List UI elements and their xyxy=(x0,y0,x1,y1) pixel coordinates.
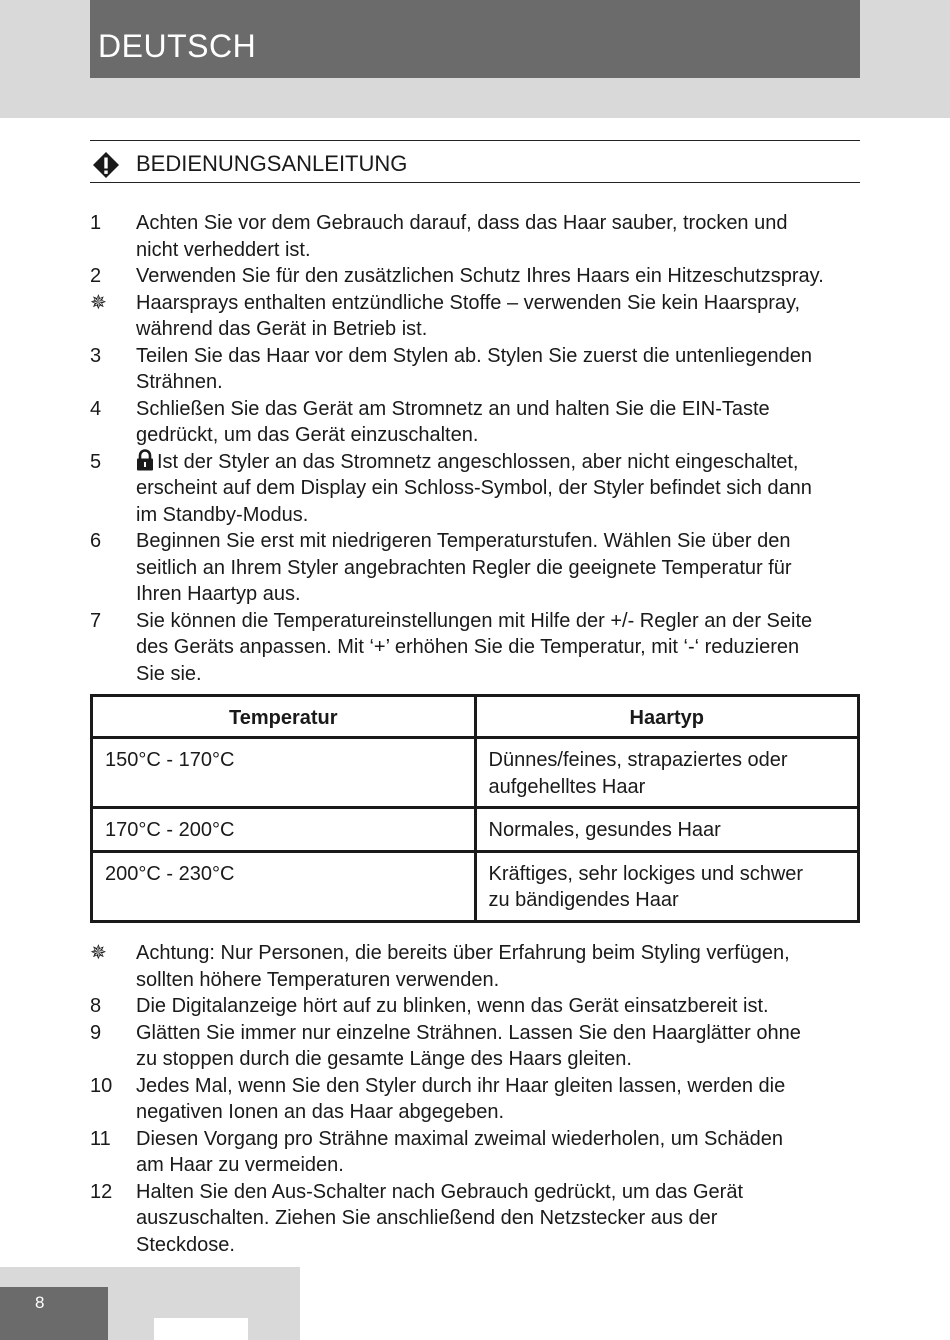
table-row xyxy=(92,808,859,852)
step-number: 1 xyxy=(90,212,102,234)
list-item xyxy=(90,1126,860,1179)
step-number: 5 xyxy=(90,450,102,473)
list-item xyxy=(90,1073,860,1126)
list-item xyxy=(90,1020,860,1073)
lock-icon xyxy=(136,449,154,471)
step-text: Schließen Sie das Gerät am Stromnetz an und halten Sie die EIN-Taste gedrückt, um das Gerät einzuschalten. xyxy=(136,397,770,446)
temperature-table xyxy=(90,694,860,923)
list-item xyxy=(90,1179,860,1259)
table-row xyxy=(92,851,859,921)
step-text: Teilen Sie das Haar vor dem Stylen ab. Stylen Sie zuerst die untenliegenden Strähnen. xyxy=(136,344,812,393)
instruction-list-top xyxy=(90,210,860,687)
table-row xyxy=(92,738,859,808)
step-number: 10 xyxy=(90,1074,113,1097)
step-number: 6 xyxy=(90,530,102,552)
page-number: 8 xyxy=(35,1293,45,1312)
hair-type-cell: Kräftiges, sehr lockiges und schwer zu bändigendes Haar xyxy=(475,851,859,921)
step-text: Jedes Mal, wenn Sie den Styler durch ihr Haar gleiten lassen, werden die negativen Ionen an das Haar abgegeben. xyxy=(136,1074,786,1123)
step-text: Achtung: Nur Personen, die bereits über Erfahrung beim Styling verfügen, sollten höhere Temperaturen verwenden. xyxy=(136,942,790,991)
step-text: Diesen Vorgang pro Strähne maximal zweimal wiederholen, um Schäden am Haar zu vermeiden. xyxy=(136,1127,784,1176)
temperature-cell: 150°C - 170°C xyxy=(92,738,476,808)
list-item xyxy=(90,528,860,608)
temperature-cell: 170°C - 200°C xyxy=(92,808,476,852)
list-item xyxy=(90,940,860,993)
step-text: Halten Sie den Aus-Schalter nach Gebrauch gedrückt, um das Gerät auszuschalten. Ziehen Sie anschließend den Netzstecker aus der Steckdose. xyxy=(136,1180,744,1256)
section-title: BEDIENUNGSANLEITUNG xyxy=(136,151,408,176)
page-number-box xyxy=(0,1287,108,1340)
list-item xyxy=(90,263,860,290)
step-text: Die Digitalanzeige hört auf zu blinken, wenn das Gerät einsatzbereit ist. xyxy=(136,995,769,1017)
step-number: 2 xyxy=(90,265,102,287)
warning-diamond-icon xyxy=(92,151,120,179)
caution-star-icon: ✵ xyxy=(90,942,107,964)
language-title: DEUTSCH xyxy=(98,28,257,64)
list-item xyxy=(90,343,860,396)
language-bar xyxy=(90,0,860,78)
list-item xyxy=(90,449,860,529)
step-text: Ist der Styler an das Stromnetz angeschlossen, aber nicht eingeschaltet, erscheint auf dem Display ein Schloss-Symbol, der Styler befindet sich dann im Standby-Modus. xyxy=(136,450,812,526)
hair-type-cell: Dünnes/feines, strapaziertes oder aufgehelltes Haar xyxy=(475,738,859,808)
step-number: 11 xyxy=(90,1127,111,1150)
step-number: 3 xyxy=(90,344,102,367)
list-item xyxy=(90,290,860,343)
table-header-row xyxy=(92,696,859,738)
step-number: 12 xyxy=(90,1180,113,1203)
section-header xyxy=(90,140,860,183)
step-text: Haarsprays enthalten entzündliche Stoffe – verwenden Sie kein Haarspray, während das Gerät in Betrieb ist. xyxy=(136,291,801,340)
hair-type-cell: Normales, gesundes Haar xyxy=(475,808,859,852)
step-text: Beginnen Sie erst mit niedrigeren Temperaturstufen. Wählen Sie über den seitlich an Ihrem Styler angebrachten Regler die geeignete Temperatur für Ihren Haartyp aus. xyxy=(136,530,792,605)
list-item xyxy=(90,608,860,688)
list-item xyxy=(90,396,860,449)
step-text: Glätten Sie immer nur einzelne Strähnen. Lassen Sie den Haarglätter ohne zu stoppen durch die gesamte Länge des Haars gleiten. xyxy=(136,1021,801,1070)
step-number: 7 xyxy=(90,609,102,632)
step-text: Verwenden Sie für den zusätzlichen Schutz Ihres Haars ein Hitzeschutzspray. xyxy=(136,265,824,287)
step-text: Achten Sie vor dem Gebrauch darauf, dass das Haar sauber, trocken und nicht verheddert ist. xyxy=(136,212,788,261)
column-header-temperature: Temperatur xyxy=(92,696,476,738)
step-number: 4 xyxy=(90,397,102,420)
column-header-hair-type: Haartyp xyxy=(475,696,859,738)
list-item xyxy=(90,210,860,263)
step-number: 8 xyxy=(90,995,102,1017)
step-text: Sie können die Temperatureinstellungen mit Hilfe der +/- Regler an der Seite des Geräts anpassen. Mit ‘+’ erhöhen Sie die Temperatur, mit ‘-‘ reduzieren Sie sie. xyxy=(136,609,813,685)
instruction-list-bottom xyxy=(90,940,860,1258)
footer-tab xyxy=(154,1318,248,1340)
list-item xyxy=(90,993,860,1020)
temperature-cell: 200°C - 230°C xyxy=(92,851,476,921)
step-number: 9 xyxy=(90,1021,102,1044)
caution-star-icon: ✵ xyxy=(90,291,107,314)
header-band xyxy=(0,0,950,118)
